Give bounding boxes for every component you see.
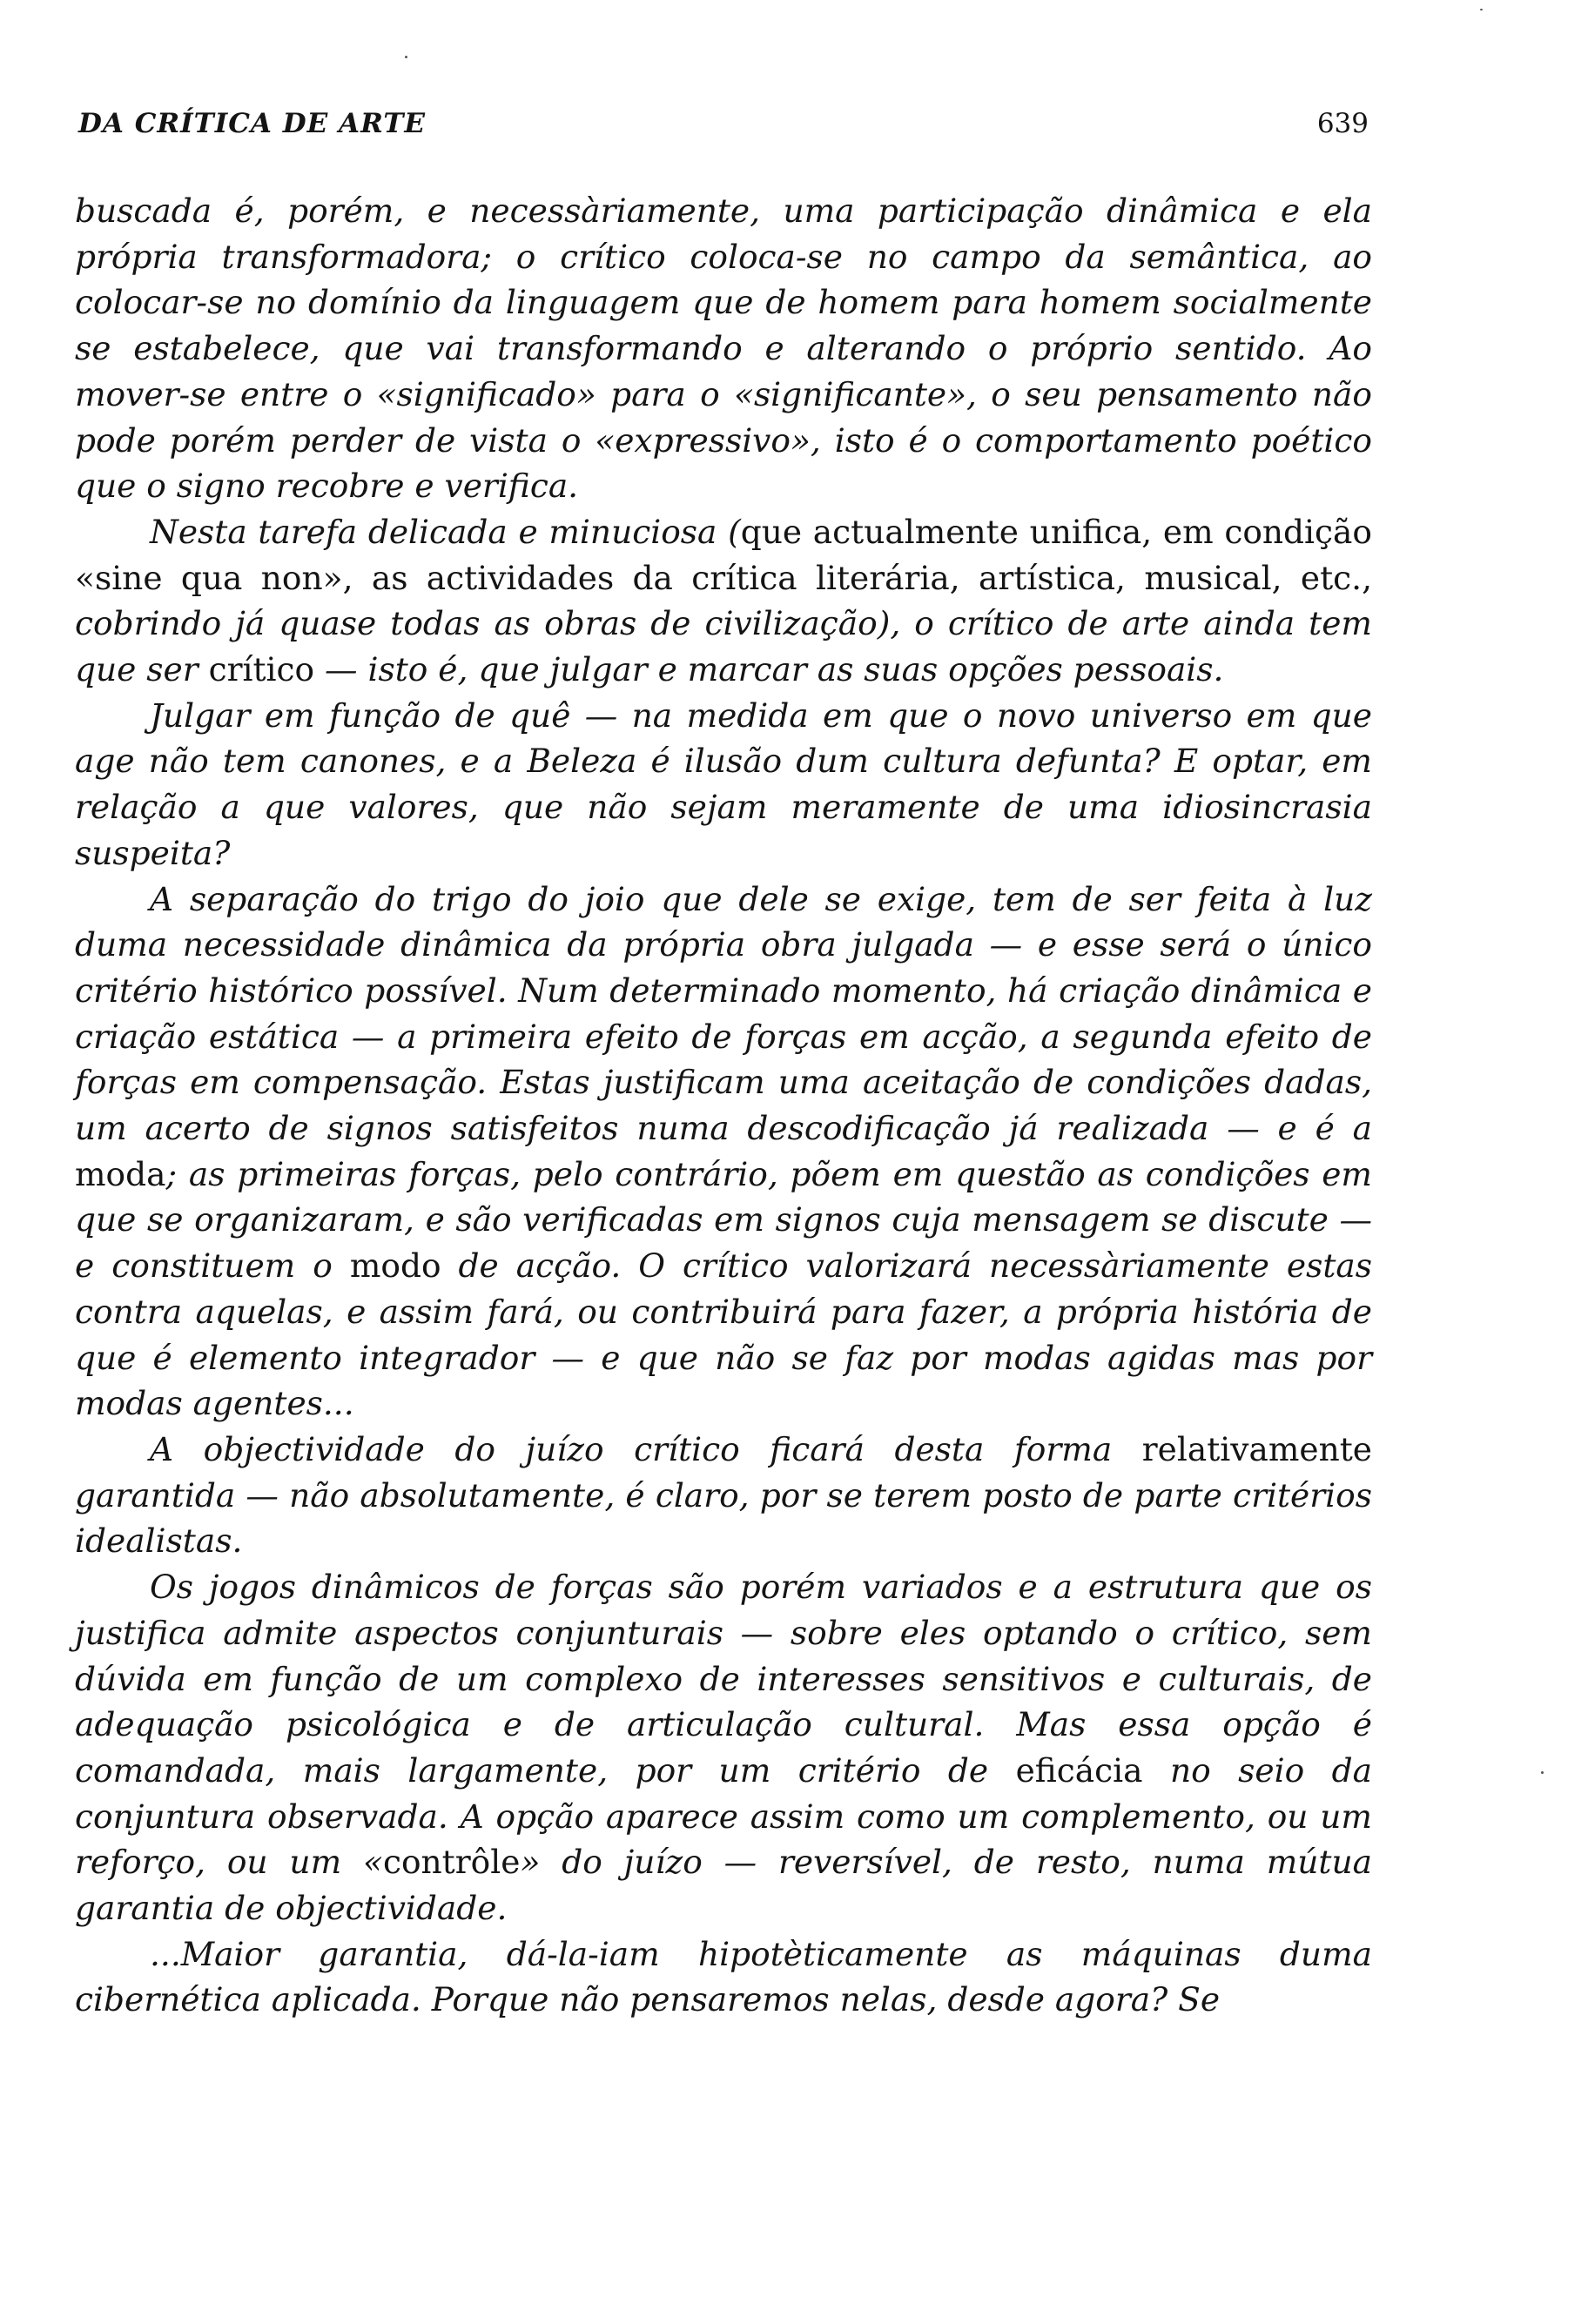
scan-speck xyxy=(405,56,407,58)
roman-text-run: moda xyxy=(75,1154,166,1193)
roman-text-run: eficácia xyxy=(1015,1750,1143,1790)
italic-text-run: » do juízo — reversível, de resto, numa mútua garantia de objectividade. xyxy=(75,1843,1372,1928)
page-number: 639 xyxy=(1316,108,1369,139)
paragraph xyxy=(75,1931,1372,2023)
page-header xyxy=(78,106,1369,141)
running-head: DA CRÍTICA DE ARTE xyxy=(78,108,427,139)
paragraph xyxy=(75,693,1372,877)
roman-text-run: crítico xyxy=(208,650,315,689)
roman-text-run: contrôle xyxy=(382,1843,521,1882)
roman-text-run: relativamente xyxy=(1141,1429,1372,1468)
italic-text-run: A objectividade do juízo crítico ficará desta forma xyxy=(150,1429,1142,1468)
italic-text-run: — isto é, que julgar e marcar as suas opções pessoais. xyxy=(314,650,1224,689)
italic-text-run: A separação do trigo do joio que dele se exige, tem de ser feita à luz duma necessidade dinâmica da própria obra julgada — e esse será o único critério histórico possível. Num determinado momento, há criação dinâmica e criação estática — a primeira efeito de forças em acção, a segunda efeito de forças em compensação. Estas justificam uma aceitação de condições dadas, um acerto de signos satisfeitos numa descodificação já realizada — e é a xyxy=(75,879,1372,1148)
italic-text-run: buscada é, porém, e necessàriamente, uma participação dinâmica e ela própria transformadora; o crítico coloca-se no campo da semântica, ao colocar-se no domínio da linguagem que de homem para homem socialmente se estabelece, que vai transformando e alterando o próprio sentido. Ao mover-se entre o «significado» para o «significante», o seu pensamento não pode porém perder de vista o «expressivo», isto é o comportamento poético que o signo recobre e verifica. xyxy=(75,191,1372,506)
roman-text-run: que actualmente unifica, em condição «sine qua non», as actividades da crítica literária, artística, musical, etc., xyxy=(75,512,1372,597)
italic-text-run: de acção. O crítico valorizará necessàriamente estas contra aquelas, e assim fará, ou contribuirá para fazer, a própria história de que é elemento integrador — e que não se faz por modas agidas mas por modas agentes... xyxy=(75,1246,1372,1423)
italic-text-run: Nesta tarefa delicada e minuciosa ( xyxy=(150,512,741,551)
italic-text-run: ...Maior garantia, dá-la-iam hipotèticamente as máquinas duma cibernética aplicada. Porque não pensaremos nelas, desde agora? Se xyxy=(75,1934,1372,2019)
paragraph xyxy=(75,188,1372,509)
paragraph xyxy=(75,1427,1372,1564)
scan-speck xyxy=(1541,1771,1544,1774)
italic-text-run: cobrindo já quase todas as obras de civilização), o crítico de arte ainda tem que ser xyxy=(75,604,1372,689)
scan-speck xyxy=(1480,9,1483,10)
paragraph xyxy=(75,509,1372,693)
paragraph xyxy=(75,877,1372,1427)
roman-text-run: modo xyxy=(349,1246,441,1286)
italic-text-run: Julgar em função de quê — na medida em que o novo universo em que age não tem canones, e a Beleza é ilusão dum cultura defunta? E optar, em relação a que valores, que não sejam meramente de uma idiosincrasia suspeita? xyxy=(75,695,1372,872)
italic-text-run: Os jogos dinâmicos de forças são porém variados e a estrutura que os justifica admite aspectos conjunturais — sobre eles optando o crítico, sem dúvida em função de um complexo de interesses sensitivos e culturais, de adequação psicológica e de articulação cultural. Mas essa opção é comandada, mais largamente, por um critério de xyxy=(75,1568,1372,1790)
italic-text-run: ; as primeiras forças, pelo contrário, põem em questão as condições em que se organizaram, e são verificadas em signos cuja mensagem se discute — e constituem o xyxy=(75,1154,1372,1286)
italic-text-run: garantida — não absolutamente, é claro, por se terem posto de parte critérios idealistas. xyxy=(75,1475,1372,1561)
body-text xyxy=(75,188,1372,2023)
italic-text-run: no seio da conjuntura observada. A opção aparece assim como um complemento, ou um reforço, ou um « xyxy=(75,1750,1372,1882)
paragraph xyxy=(75,1564,1372,1931)
